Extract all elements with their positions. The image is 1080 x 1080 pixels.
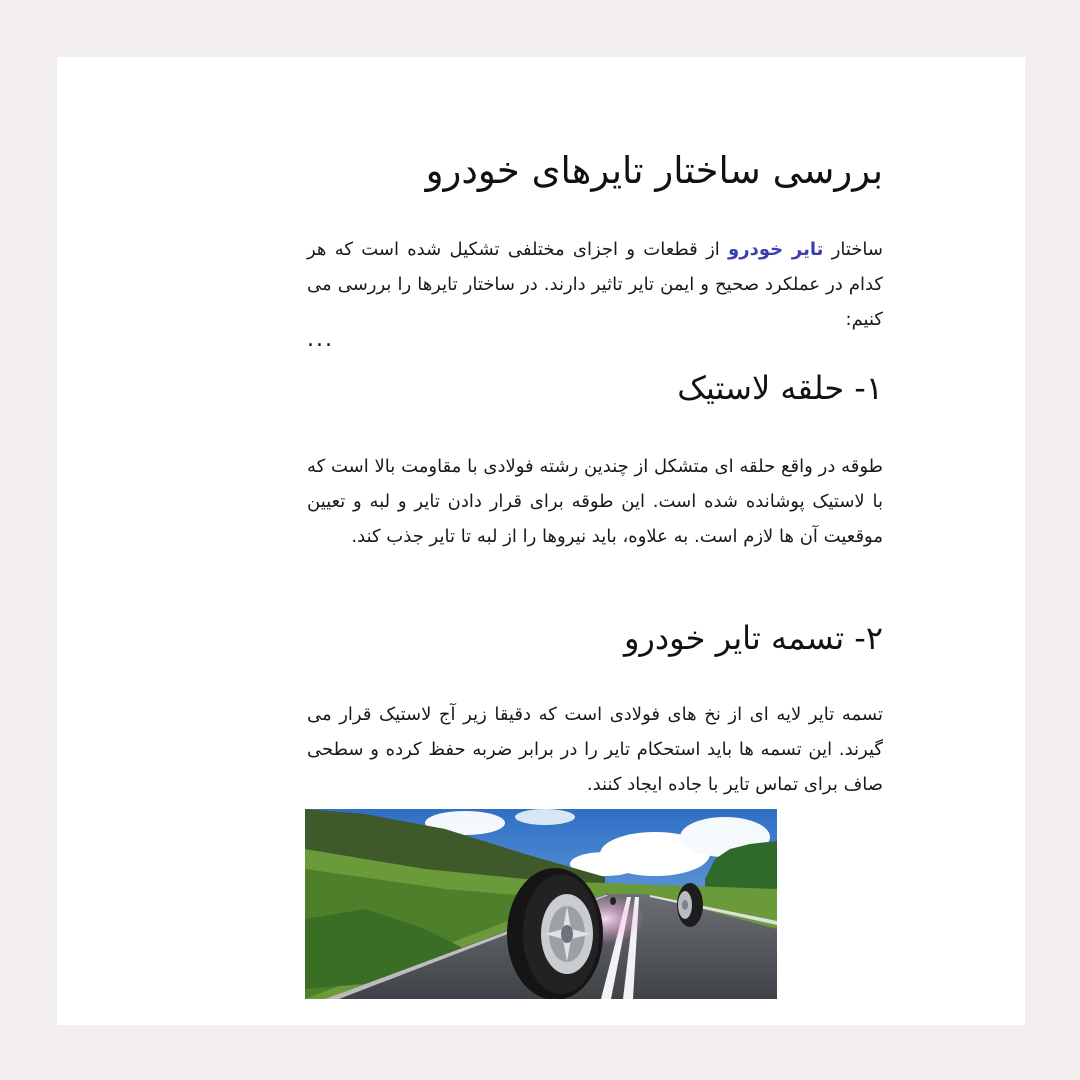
near-tire: [507, 868, 603, 999]
section-1-heading: ۱- حلقه لاستیک: [677, 369, 883, 407]
intro-text-before: ساختار: [823, 239, 883, 260]
section-1-body: طوقه در واقع حلقه ای متشکل از چندین رشته فولادی با مقاومت بالا است که با لاستیک پوشانده شده است. این طوقه برای قرار دادن تایر و لبه و تعیین موقعیت آن ها لازم است. به علاوه، باید نیروها را از لبه تا تایر جذب کند.: [307, 456, 883, 547]
tire-link[interactable]: تایر خودرو: [728, 239, 824, 260]
tires-road-photo: [305, 809, 777, 999]
intro-text-after: از قطعات و اجزای مختلفی تشکیل شده است که هر کدام در عملکرد صحیح و ایمن تایر تاثیر دارند. در ساختار تایرها را بررسی می کنیم:: [307, 239, 883, 330]
section-2-heading: ۲- تسمه تایر خودرو: [623, 619, 883, 657]
article-title: بررسی ساختار تایرهای خودرو: [425, 149, 883, 192]
far-tire: [677, 883, 703, 927]
ellipsis-more: ...: [307, 327, 334, 352]
section-2-body: تسمه تایر لایه ای از نخ های فولادی است که دقیقا زیر آج لاستیک قرار می گیرند. این تسمه ها باید استحکام تایر را در برابر ضربه حفظ کرده و سطحی صاف برای تماس تایر با جاده ایجاد کنند.: [307, 704, 883, 795]
article-card: [57, 57, 1025, 1025]
intro-paragraph: [307, 232, 883, 337]
